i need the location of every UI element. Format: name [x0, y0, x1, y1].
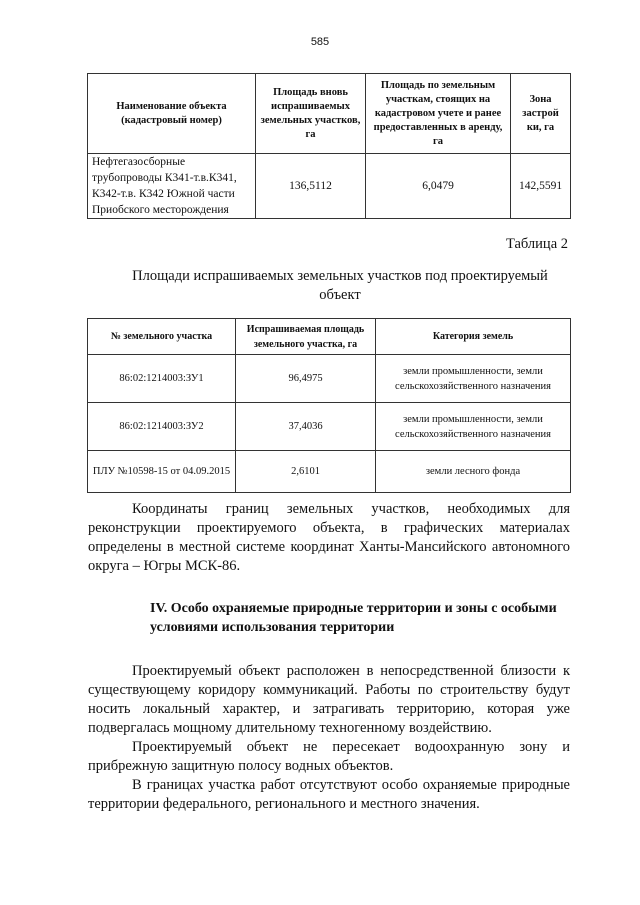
section-heading: IV. Особо охраняемые природные территории и зоны с особыми условиями использования территории	[150, 601, 557, 635]
table-cell: 142,5591	[511, 154, 571, 219]
body-paragraph: В границах участка работ отсутствуют особо охраняемые природные территории федерального, регионального и местного значения.	[88, 777, 570, 812]
table-header-row	[88, 74, 571, 154]
table-row	[88, 451, 571, 493]
col-header-land-category: Категория земель	[376, 319, 571, 355]
table-cell: Нефтегазосборные трубопроводы К341-т.в.К341, К342-т.в. К342 Южной части Приобского месторождения	[88, 154, 256, 219]
table-cell: 86:02:1214003:ЗУ2	[88, 403, 236, 451]
table-cell: ПЛУ №10598-15 от 04.09.2015	[88, 451, 236, 493]
table-header-row	[88, 319, 571, 355]
col-header-build-zone: Зона застрой ки, га	[511, 74, 571, 154]
table-cell: земли лесного фонда	[376, 451, 571, 493]
table-title: Площади испрашиваемых земельных участков под проектируемый объект	[132, 268, 548, 303]
col-header-requested-area: Испрашиваемая площадь земельного участка, га	[236, 319, 376, 355]
table-cell: 86:02:1214003:ЗУ1	[88, 355, 236, 403]
requested-plots-table	[87, 318, 571, 493]
table-cell: земли промышленности, земли сельскохозяйственного назначения	[376, 355, 571, 403]
table-cell: земли промышленности, земли сельскохозяйственного назначения	[376, 403, 571, 451]
table-cell: 6,0479	[366, 154, 511, 219]
col-header-cadastral-area: Площадь по земельным участкам, стоящих на кадастровом учете и ранее предоставленных в аренду, га	[366, 74, 511, 154]
table-cell: 37,4036	[236, 403, 376, 451]
table-cell: 2,6101	[236, 451, 376, 493]
page-number: 585	[310, 36, 330, 48]
table-row	[88, 403, 571, 451]
table-row	[88, 355, 571, 403]
table-cell: 136,5112	[256, 154, 366, 219]
col-header-plot-number: № земельного участка	[88, 319, 236, 355]
col-header-new-area: Площадь вновь испрашиваемых земельных участков, га	[256, 74, 366, 154]
table-cell: 96,4975	[236, 355, 376, 403]
body-paragraph: Проектируемый объект расположен в непосредственной близости к существующему коридору коммуникаций. Работы по строительству будут носить локальный характер, и затрагивать территорию, которая уже подвергалась мощному длительному техногенному воздействию.	[88, 663, 570, 736]
land-areas-table	[87, 73, 571, 219]
table-row	[88, 154, 571, 219]
table-caption: Таблица 2	[505, 236, 568, 252]
coordinates-paragraph: Координаты границ земельных участков, необходимых для реконструкции проектируемого объекта, в графических материалах определены в местной системе координат Ханты-Мансийского автономного округа – Югры МСК-86.	[88, 501, 570, 574]
body-paragraph: Проектируемый объект не пересекает водоохранную зону и прибрежную защитную полосу водных объектов.	[88, 739, 570, 774]
col-header-object-name: Наименование объекта (кадастровый номер)	[88, 74, 256, 154]
